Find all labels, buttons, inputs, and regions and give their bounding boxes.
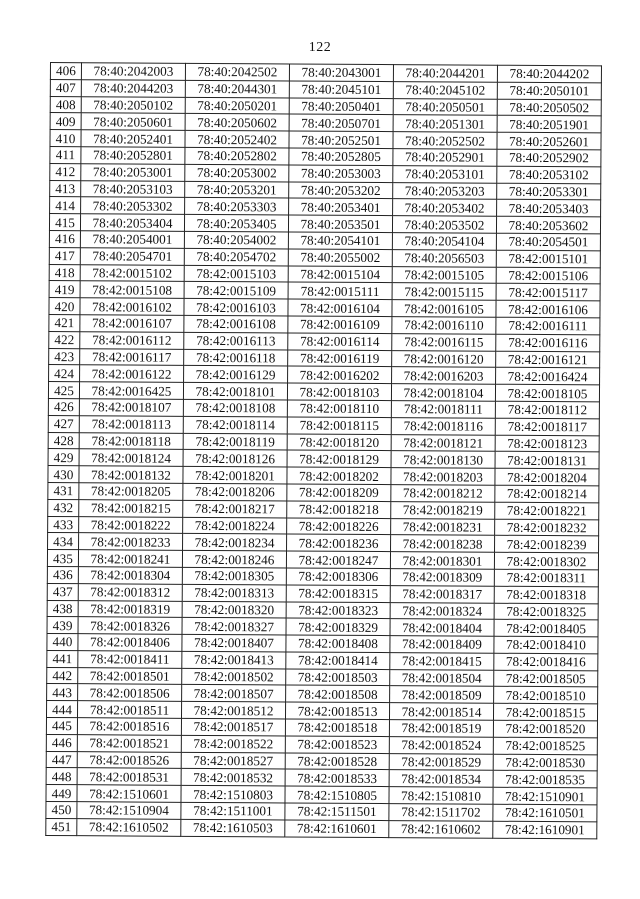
cadastral-number-cell: 78:42:0018311 — [494, 569, 598, 586]
cadastral-number-cell: 78:42:0015115 — [392, 283, 496, 300]
cadastral-number-cell: 78:42:0018123 — [495, 435, 599, 452]
row-number-cell: 416 — [49, 230, 80, 247]
cadastral-number-cell: 78:42:0018415 — [390, 652, 494, 669]
cadastral-number-cell: 78:42:0016105 — [392, 300, 496, 317]
cadastral-number-cell: 78:42:0018239 — [495, 536, 599, 553]
cadastral-number-cell: 78:42:0018505 — [494, 670, 598, 687]
cadastral-number-cell: 78:42:0018107 — [79, 399, 183, 416]
cadastral-number-cell: 78:42:0018315 — [286, 585, 390, 602]
cadastral-number-cell: 78:42:0018501 — [78, 667, 182, 684]
cadastral-number-cell: 78:42:1610502 — [77, 819, 181, 836]
cadastral-number-cell: 78:42:0018523 — [285, 736, 389, 753]
row-number-cell: 412 — [50, 163, 81, 180]
row-number-cell: 438 — [47, 600, 78, 617]
cadastral-number-cell: 78:42:0015102 — [80, 264, 184, 281]
cadastral-number-cell: 78:42:0018113 — [79, 415, 183, 432]
cadastral-number-cell: 78:42:1610501 — [493, 804, 597, 821]
cadastral-number-cell: 78:42:0018202 — [287, 467, 391, 484]
cadastral-number-cell: 78:40:2050502 — [497, 99, 601, 116]
cadastral-number-cell: 78:42:0015104 — [288, 266, 392, 283]
row-number-cell: 415 — [49, 214, 80, 231]
row-number-cell: 429 — [48, 449, 79, 466]
cadastral-number-cell: 78:42:0015111 — [288, 282, 392, 299]
cadastral-number-cell: 78:40:2053301 — [497, 183, 601, 200]
cadastral-number-cell: 78:42:0016117 — [80, 348, 184, 365]
cadastral-number-cell: 78:42:0018404 — [390, 619, 494, 636]
cadastral-number-cell: 78:42:0018246 — [182, 550, 286, 567]
cadastral-number-cell: 78:40:2054002 — [184, 231, 288, 248]
cadastral-number-cell: 78:42:0018519 — [389, 720, 493, 737]
cadastral-number-cell: 78:42:0016120 — [392, 350, 496, 367]
cadastral-number-cell: 78:42:0016112 — [80, 331, 184, 348]
row-number-cell: 419 — [49, 281, 80, 298]
cadastral-number-cell: 78:40:2045101 — [289, 81, 393, 98]
cadastral-number-cell: 78:42:0018232 — [495, 519, 599, 536]
cadastral-number-cell: 78:40:2050401 — [289, 98, 393, 115]
cadastral-number-cell: 78:42:0018530 — [493, 754, 597, 771]
cadastral-number-cell: 78:40:2050201 — [185, 97, 289, 114]
cadastral-number-cell: 78:42:1511001 — [181, 802, 285, 819]
cadastral-number-cell: 78:42:0018514 — [389, 703, 493, 720]
cadastral-number-cell: 78:42:0018527 — [181, 752, 285, 769]
cadastral-number-cell: 78:40:2053302 — [81, 197, 185, 214]
cadastral-number-cell: 78:42:0018518 — [285, 719, 389, 736]
cadastral-number-cell: 78:40:2052401 — [81, 130, 185, 147]
cadastral-number-cell: 78:42:0018317 — [390, 585, 494, 602]
cadastral-number-cell: 78:42:0015101 — [496, 250, 600, 267]
cadastral-number-cell: 78:42:0016104 — [288, 299, 392, 316]
row-number-cell: 451 — [46, 818, 77, 835]
cadastral-number-table — [45, 62, 602, 839]
cadastral-number-cell: 78:42:0018302 — [494, 552, 598, 569]
cadastral-number-cell: 78:42:0018221 — [495, 502, 599, 519]
cadastral-number-cell: 78:40:2053103 — [81, 180, 185, 197]
cadastral-number-cell: 78:40:2055002 — [288, 249, 392, 266]
row-number-cell: 440 — [47, 634, 78, 651]
cadastral-number-cell: 78:40:2051301 — [393, 115, 497, 132]
row-number-cell: 445 — [46, 718, 77, 735]
cadastral-number-cell: 78:42:0016202 — [288, 366, 392, 383]
cadastral-number-cell: 78:42:0018115 — [287, 417, 391, 434]
row-number-cell: 431 — [48, 482, 79, 499]
cadastral-number-cell: 78:42:0016121 — [496, 351, 600, 368]
cadastral-number-cell: 78:42:0018236 — [287, 534, 391, 551]
row-number-cell: 417 — [49, 247, 80, 264]
cadastral-number-cell: 78:42:0018209 — [287, 484, 391, 501]
cadastral-number-cell: 78:42:0018524 — [389, 736, 493, 753]
cadastral-number-cell: 78:42:0018305 — [182, 567, 286, 584]
cadastral-number-cell: 78:40:2044301 — [185, 80, 289, 97]
row-number-cell: 435 — [47, 550, 78, 567]
cadastral-number-cell: 78:40:2042502 — [185, 63, 289, 80]
cadastral-number-cell: 78:42:0018416 — [494, 653, 598, 670]
cadastral-number-cell: 78:42:0018515 — [493, 704, 597, 721]
cadastral-number-cell: 78:42:0016115 — [392, 333, 496, 350]
row-number-cell: 443 — [47, 684, 78, 701]
row-number-cell: 450 — [46, 802, 77, 819]
cadastral-number-cell: 78:42:0018218 — [287, 501, 391, 518]
cadastral-number-cell: 78:42:0018101 — [183, 382, 287, 399]
cadastral-number-cell: 78:42:0018532 — [181, 769, 285, 786]
cadastral-number-cell: 78:42:0016106 — [496, 300, 600, 317]
cadastral-number-cell: 78:42:0018112 — [495, 401, 599, 418]
cadastral-number-cell: 78:42:0018219 — [391, 501, 495, 518]
cadastral-number-cell: 78:42:0015106 — [496, 267, 600, 284]
cadastral-number-cell: 78:40:2052902 — [497, 149, 601, 166]
cadastral-number-cell: 78:42:1610503 — [181, 819, 285, 836]
cadastral-number-cell: 78:40:2053003 — [289, 165, 393, 182]
cadastral-number-cell: 78:42:0018203 — [391, 468, 495, 485]
cadastral-number-cell: 78:42:0016113 — [184, 332, 288, 349]
cadastral-number-cell: 78:42:0018104 — [391, 384, 495, 401]
cadastral-number-cell: 78:42:0018405 — [494, 620, 598, 637]
cadastral-number-cell: 78:40:2051901 — [497, 116, 601, 133]
row-number-cell: 441 — [47, 650, 78, 667]
cadastral-number-cell: 78:42:0018504 — [390, 669, 494, 686]
cadastral-number-cell: 78:42:0015108 — [80, 281, 184, 298]
row-number-cell: 434 — [48, 533, 79, 550]
cadastral-number-cell: 78:42:0018535 — [493, 771, 597, 788]
cadastral-number-cell: 78:40:2052402 — [185, 131, 289, 148]
cadastral-number-cell: 78:40:2050501 — [393, 98, 497, 115]
cadastral-number-cell: 78:40:2052802 — [185, 147, 289, 164]
cadastral-number-cell: 78:42:0018319 — [78, 600, 182, 617]
cadastral-number-cell: 78:40:2053202 — [289, 182, 393, 199]
cadastral-number-cell: 78:42:0018103 — [287, 383, 391, 400]
row-number-cell: 437 — [47, 583, 78, 600]
row-number-cell: 414 — [50, 197, 81, 214]
cadastral-number-cell: 78:40:2053001 — [81, 163, 185, 180]
cadastral-number-cell: 78:42:0018526 — [77, 751, 181, 768]
cadastral-number-cell: 78:42:0018105 — [495, 384, 599, 401]
cadastral-number-cell: 78:42:0018327 — [182, 618, 286, 635]
cadastral-number-cell: 78:40:2052901 — [393, 149, 497, 166]
page-number: 122 — [308, 40, 332, 55]
cadastral-number-cell: 78:40:2050101 — [497, 82, 601, 99]
cadastral-number-cell: 78:42:0018318 — [494, 586, 598, 603]
cadastral-number-cell: 78:42:1510901 — [493, 787, 597, 804]
cadastral-number-cell: 78:40:2052801 — [81, 147, 185, 164]
cadastral-number-cell: 78:42:0016119 — [288, 350, 392, 367]
cadastral-number-cell: 78:42:0018410 — [494, 636, 598, 653]
cadastral-number-cell: 78:42:0018522 — [181, 735, 285, 752]
cadastral-number-cell: 78:42:0018312 — [78, 583, 182, 600]
table-row — [46, 818, 597, 838]
cadastral-number-cell: 78:42:0018508 — [286, 685, 390, 702]
cadastral-number-cell: 78:40:2054104 — [392, 233, 496, 250]
cadastral-number-cell: 78:42:0015103 — [184, 265, 288, 282]
cadastral-number-cell: 78:42:0018120 — [287, 433, 391, 450]
cadastral-number-cell: 78:42:0018534 — [389, 770, 493, 787]
cadastral-number-cell: 78:42:0018124 — [79, 449, 183, 466]
cadastral-number-cell: 78:42:0018309 — [390, 568, 494, 585]
cadastral-number-cell: 78:40:2054101 — [288, 232, 392, 249]
cadastral-number-cell: 78:42:0016103 — [184, 298, 288, 315]
cadastral-number-cell: 78:42:0016424 — [496, 368, 600, 385]
cadastral-number-cell: 78:42:0018224 — [183, 517, 287, 534]
row-number-cell: 447 — [46, 751, 77, 768]
cadastral-number-cell: 78:42:0018214 — [495, 485, 599, 502]
cadastral-number-cell: 78:42:0018521 — [77, 735, 181, 752]
cadastral-number-cell: 78:42:0016122 — [80, 365, 184, 382]
cadastral-number-cell: 78:42:1510810 — [389, 787, 493, 804]
row-number-cell: 422 — [49, 331, 80, 348]
cadastral-number-cell: 78:42:1610602 — [389, 820, 493, 837]
cadastral-number-cell: 78:42:0018509 — [390, 686, 494, 703]
cadastral-number-cell: 78:40:2043001 — [289, 64, 393, 81]
row-number-cell: 411 — [50, 146, 81, 163]
cadastral-number-cell: 78:42:0018121 — [391, 434, 495, 451]
cadastral-number-cell: 78:40:2053303 — [185, 198, 289, 215]
cadastral-number-cell: 78:40:2053101 — [393, 165, 497, 182]
cadastral-number-cell: 78:42:0018116 — [391, 417, 495, 434]
cadastral-number-cell: 78:42:0016111 — [496, 317, 600, 334]
cadastral-number-cell: 78:42:0018507 — [182, 685, 286, 702]
cadastral-number-cell: 78:42:0015105 — [392, 266, 496, 283]
cadastral-number-cell: 78:42:0016109 — [288, 316, 392, 333]
cadastral-number-cell: 78:40:2053502 — [392, 216, 496, 233]
cadastral-number-cell: 78:40:2044202 — [497, 65, 601, 82]
cadastral-number-cell: 78:42:0018506 — [78, 684, 182, 701]
cadastral-number-cell: 78:42:0018212 — [391, 485, 495, 502]
cadastral-number-cell: 78:40:2050701 — [289, 114, 393, 131]
cadastral-number-cell: 78:42:0018516 — [77, 718, 181, 735]
cadastral-number-cell: 78:42:1511702 — [389, 804, 493, 821]
cadastral-number-cell: 78:40:2052502 — [393, 132, 497, 149]
cadastral-number-cell: 78:42:0018511 — [77, 701, 181, 718]
cadastral-number-cell: 78:42:0016110 — [392, 317, 496, 334]
cadastral-number-cell: 78:42:0016107 — [80, 315, 184, 332]
cadastral-number-cell: 78:42:0018512 — [181, 702, 285, 719]
cadastral-number-cell: 78:42:0018247 — [286, 551, 390, 568]
cadastral-number-cell: 78:42:0016118 — [184, 349, 288, 366]
cadastral-number-cell: 78:42:0018108 — [183, 399, 287, 416]
cadastral-number-cell: 78:42:0018520 — [493, 720, 597, 737]
cadastral-number-cell: 78:40:2054001 — [80, 231, 184, 248]
cadastral-number-cell: 78:40:2053203 — [393, 182, 497, 199]
cadastral-number-cell: 78:40:2053405 — [184, 214, 288, 231]
cadastral-number-cell: 78:42:0018233 — [79, 533, 183, 550]
cadastral-number-cell: 78:42:0018533 — [285, 769, 389, 786]
cadastral-number-cell: 78:42:0018326 — [78, 617, 182, 634]
cadastral-number-cell: 78:42:0015117 — [496, 284, 600, 301]
row-number-cell: 408 — [50, 96, 81, 113]
cadastral-number-cell: 78:42:0018234 — [183, 534, 287, 551]
cadastral-number-cell: 78:40:2053401 — [289, 198, 393, 215]
cadastral-number-cell: 78:42:1510805 — [285, 786, 389, 803]
cadastral-number-cell: 78:42:0018132 — [79, 466, 183, 483]
cadastral-number-cell: 78:42:1610901 — [493, 821, 597, 838]
cadastral-number-cell: 78:42:0016102 — [80, 298, 184, 315]
row-number-cell: 442 — [47, 667, 78, 684]
cadastral-number-cell: 78:42:0018226 — [287, 517, 391, 534]
row-number-cell: 430 — [48, 466, 79, 483]
cadastral-number-cell: 78:42:1610601 — [285, 820, 389, 837]
row-number-cell: 449 — [46, 785, 77, 802]
cadastral-number-cell: 78:42:0018414 — [286, 652, 390, 669]
cadastral-number-cell: 78:42:0018329 — [286, 618, 390, 635]
row-number-cell: 432 — [48, 499, 79, 516]
cadastral-number-cell: 78:42:0018525 — [493, 737, 597, 754]
cadastral-number-cell: 78:42:0018301 — [390, 552, 494, 569]
cadastral-number-cell: 78:40:2053102 — [497, 166, 601, 183]
cadastral-number-cell: 78:40:2054701 — [80, 247, 184, 264]
cadastral-number-cell: 78:40:2050102 — [81, 96, 185, 113]
cadastral-number-cell: 78:42:1510803 — [181, 786, 285, 803]
cadastral-number-cell: 78:42:0018205 — [79, 483, 183, 500]
cadastral-number-cell: 78:42:0018238 — [391, 535, 495, 552]
cadastral-number-cell: 78:42:0018313 — [182, 584, 286, 601]
row-number-cell: 428 — [48, 432, 79, 449]
cadastral-number-cell: 78:42:0016108 — [184, 315, 288, 332]
row-number-cell: 421 — [49, 314, 80, 331]
cadastral-number-cell: 78:42:0018217 — [183, 500, 287, 517]
cadastral-number-cell: 78:42:0018409 — [390, 636, 494, 653]
row-number-cell: 425 — [48, 382, 79, 399]
cadastral-number-cell: 78:42:0018119 — [183, 433, 287, 450]
cadastral-number-cell: 78:42:0016129 — [184, 366, 288, 383]
cadastral-number-cell: 78:42:0018111 — [391, 401, 495, 418]
cadastral-number-cell: 78:40:2056503 — [392, 249, 496, 266]
cadastral-number-cell: 78:42:0018304 — [78, 567, 182, 584]
cadastral-number-cell: 78:42:0018510 — [494, 687, 598, 704]
cadastral-number-cell: 78:42:0018114 — [183, 416, 287, 433]
row-number-cell: 436 — [47, 566, 78, 583]
row-number-cell: 444 — [46, 701, 77, 718]
cadastral-number-cell: 78:40:2052601 — [497, 132, 601, 149]
row-number-cell: 409 — [50, 113, 81, 130]
cadastral-number-cell: 78:42:0018531 — [77, 768, 181, 785]
cadastral-number-cell: 78:42:0018408 — [286, 635, 390, 652]
row-number-cell: 418 — [49, 264, 80, 281]
cadastral-number-cell: 78:40:2052501 — [289, 131, 393, 148]
cadastral-number-cell: 78:42:0018118 — [79, 432, 183, 449]
cadastral-number-cell: 78:40:2045102 — [393, 81, 497, 98]
cadastral-number-cell: 78:42:0016114 — [288, 333, 392, 350]
cadastral-number-cell: 78:42:0018131 — [495, 452, 599, 469]
cadastral-number-cell: 78:42:0016425 — [79, 382, 183, 399]
cadastral-number-cell: 78:42:0018204 — [495, 468, 599, 485]
cadastral-number-cell: 78:42:0018130 — [391, 451, 495, 468]
cadastral-number-cell: 78:40:2050601 — [81, 113, 185, 130]
cadastral-number-cell: 78:42:0018325 — [494, 603, 598, 620]
cadastral-number-cell: 78:40:2053501 — [288, 215, 392, 232]
cadastral-number-cell: 78:42:0018528 — [285, 753, 389, 770]
cadastral-number-cell: 78:40:2054702 — [184, 248, 288, 265]
cadastral-number-cell: 78:40:2044201 — [393, 65, 497, 82]
row-number-cell: 423 — [49, 348, 80, 365]
cadastral-number-cell: 78:42:0018129 — [287, 450, 391, 467]
row-number-cell: 424 — [49, 365, 80, 382]
cadastral-number-cell: 78:40:2050602 — [185, 114, 289, 131]
row-number-cell: 406 — [50, 63, 81, 80]
cadastral-number-cell: 78:42:0018503 — [286, 669, 390, 686]
row-number-cell: 420 — [49, 298, 80, 315]
cadastral-number-cell: 78:42:0016116 — [496, 334, 600, 351]
cadastral-number-cell: 78:42:0018201 — [183, 466, 287, 483]
row-number-cell: 446 — [46, 734, 77, 751]
cadastral-number-cell: 78:42:0018407 — [182, 634, 286, 651]
cadastral-number-cell: 78:42:0018231 — [391, 518, 495, 535]
cadastral-number-cell: 78:42:0016203 — [392, 367, 496, 384]
cadastral-number-cell: 78:42:0018324 — [390, 602, 494, 619]
cadastral-number-cell: 78:42:0018320 — [182, 601, 286, 618]
cadastral-number-cell: 78:42:0018529 — [389, 753, 493, 770]
table-body — [46, 63, 602, 839]
cadastral-number-cell: 78:42:0018323 — [286, 601, 390, 618]
cadastral-number-cell: 78:40:2053201 — [185, 181, 289, 198]
cadastral-number-cell: 78:40:2053002 — [185, 164, 289, 181]
cadastral-number-cell: 78:42:0018517 — [181, 718, 285, 735]
cadastral-number-cell: 78:40:2052805 — [289, 148, 393, 165]
row-number-cell: 427 — [48, 415, 79, 432]
cadastral-number-cell: 78:42:0018411 — [78, 651, 182, 668]
cadastral-number-cell: 78:42:0018406 — [78, 634, 182, 651]
cadastral-number-cell: 78:42:0018306 — [286, 568, 390, 585]
row-number-cell: 448 — [46, 768, 77, 785]
cadastral-number-cell: 78:42:0018215 — [79, 499, 183, 516]
cadastral-number-cell: 78:40:2053402 — [393, 199, 497, 216]
cadastral-number-cell: 78:40:2053404 — [80, 214, 184, 231]
cadastral-number-cell: 78:42:0018413 — [182, 651, 286, 668]
cadastral-number-cell: 78:42:1510601 — [77, 785, 181, 802]
cadastral-number-cell: 78:42:0018222 — [79, 516, 183, 533]
row-number-cell: 413 — [50, 180, 81, 197]
row-number-cell: 439 — [47, 617, 78, 634]
row-number-cell: 426 — [48, 398, 79, 415]
cadastral-number-cell: 78:42:0018502 — [182, 668, 286, 685]
cadastral-number-cell: 78:42:0018117 — [495, 418, 599, 435]
cadastral-number-cell: 78:40:2053602 — [496, 216, 600, 233]
row-number-cell: 410 — [50, 130, 81, 147]
cadastral-number-cell: 78:40:2044203 — [81, 79, 185, 96]
cadastral-number-cell: 78:42:0018513 — [285, 702, 389, 719]
row-number-cell: 433 — [48, 516, 79, 533]
cadastral-number-cell: 78:40:2054501 — [496, 233, 600, 250]
cadastral-number-cell: 78:42:1510904 — [77, 802, 181, 819]
cadastral-number-cell: 78:42:0018126 — [183, 450, 287, 467]
cadastral-number-cell: 78:40:2042003 — [81, 63, 185, 80]
row-number-cell: 407 — [50, 79, 81, 96]
cadastral-number-cell: 78:42:1511501 — [285, 803, 389, 820]
cadastral-number-cell: 78:42:0018110 — [287, 400, 391, 417]
cadastral-number-cell: 78:42:0018241 — [78, 550, 182, 567]
cadastral-number-cell: 78:40:2053403 — [497, 200, 601, 217]
cadastral-number-cell: 78:42:0015109 — [184, 282, 288, 299]
cadastral-number-cell: 78:42:0018206 — [183, 483, 287, 500]
